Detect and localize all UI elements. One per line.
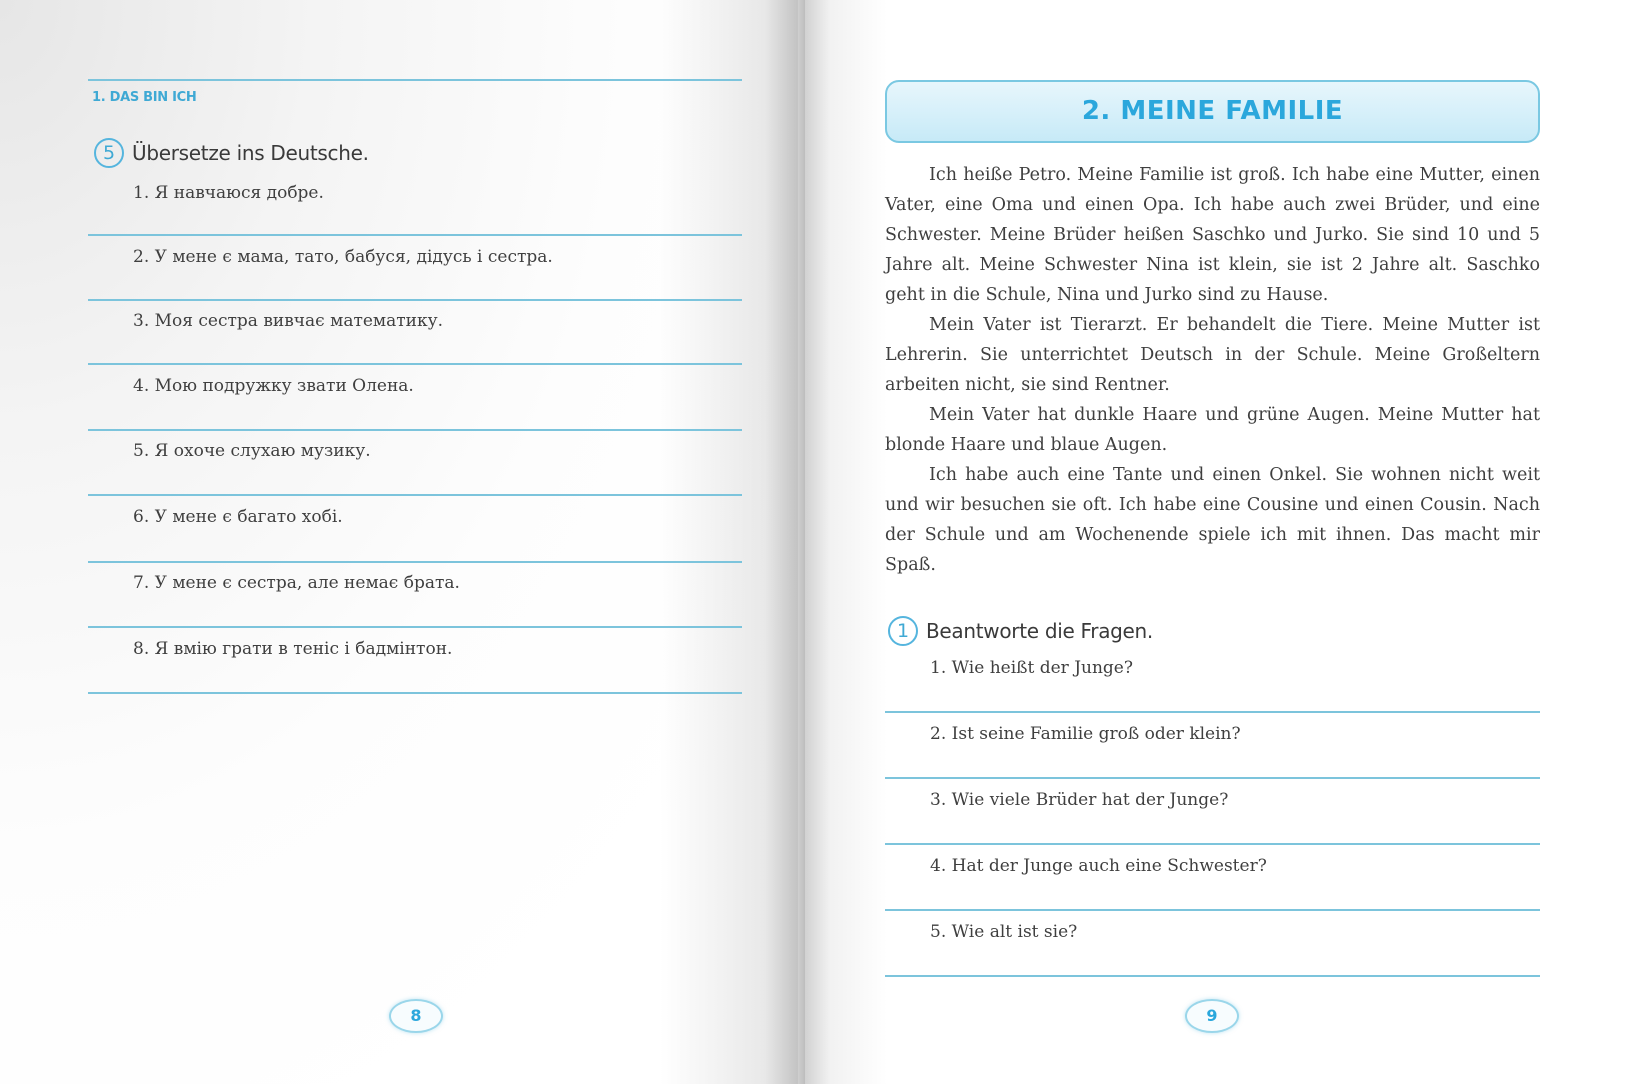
question-item: 1. Wie heißt der Junge? — [930, 658, 1133, 678]
question-item: 4. Hat der Junge auch eine Schwester? — [930, 856, 1267, 876]
exercise-item: 6. У мене є багато хобі. — [133, 507, 343, 527]
answer-line[interactable] — [88, 561, 742, 563]
answer-line[interactable] — [88, 429, 742, 431]
exercise-item: 5. Я охоче слухаю музику. — [133, 441, 371, 461]
exercise-item: 2. У мене є мама, тато, бабуся, дідусь і сестра. — [133, 247, 553, 267]
paragraph: Ich heiße Petro. Meine Familie ist groß. Ich habe eine Mutter, einen Vater, eine Oma und einen Opa. Ich habe auch zwei Brüder, und eine Schwester. Meine Brüder heißen Saschko und Jurko. Sie sind 10 und 5 Jahre alt. Meine Schwester Nina ist klein, sie ist 2 Jahre alt. Saschko geht in die Schule, Nina und Jurko sind zu Hause. — [885, 165, 1540, 305]
task-title: Übersetze ins Deutsche. — [132, 141, 369, 165]
paragraph: Mein Vater hat dunkle Haare und grüne Augen. Meine Mutter hat blonde Haare und blaue Augen. — [885, 405, 1540, 455]
task-title: Beantworte die Fragen. — [926, 619, 1153, 643]
answer-line[interactable] — [88, 494, 742, 496]
reading-text — [885, 160, 1540, 580]
question-item: 3. Wie viele Brüder hat der Junge? — [930, 790, 1229, 810]
answer-line[interactable] — [885, 975, 1540, 977]
section-title: 1. DAS BIN ICH — [92, 90, 197, 105]
answer-line[interactable] — [88, 626, 742, 628]
answer-line[interactable] — [88, 299, 742, 301]
paragraph: Mein Vater ist Tierarzt. Er behandelt die Tiere. Meine Mutter ist Lehrerin. Sie unterrichtet Deutsch in der Schule. Meine Großeltern arbeiten nicht, sie sind Rentner. — [885, 315, 1540, 395]
answer-line[interactable] — [88, 234, 742, 236]
answer-line[interactable] — [885, 843, 1540, 845]
header-rule — [88, 79, 742, 81]
answer-line[interactable] — [88, 363, 742, 365]
answer-line[interactable] — [885, 777, 1540, 779]
answer-line[interactable] — [88, 692, 742, 694]
exercise-item: 1. Я навчаюся добре. — [133, 183, 324, 203]
exercise-item: 8. Я вмію грати в теніс і бадмінтон. — [133, 639, 453, 659]
question-item: 2. Ist seine Familie groß oder klein? — [930, 724, 1241, 744]
chapter-title: 2. MEINE FAMILIE — [885, 80, 1540, 143]
left-page — [0, 0, 805, 1084]
exercise-item: 4. Мою подружку звати Олена. — [133, 376, 414, 396]
page-number: 9 — [1185, 999, 1239, 1033]
paragraph: Ich habe auch eine Tante und einen Onkel. Sie wohnen nicht weit und wir besuchen sie oft. Ich habe eine Cousine und einen Cousin. Nach der Schule und am Wochenende spiele ich mit ihnen. Das macht mir Spaß. — [885, 465, 1540, 575]
page-number: 8 — [389, 999, 443, 1033]
exercise-item: 7. У мене є сестра, але немає брата. — [133, 573, 460, 593]
circled-number-icon: 1 — [888, 616, 918, 646]
circled-number-icon: 5 — [94, 138, 124, 168]
task-heading — [888, 616, 1153, 646]
answer-line[interactable] — [885, 909, 1540, 911]
question-item: 5. Wie alt ist sie? — [930, 922, 1078, 942]
answer-line[interactable] — [885, 711, 1540, 713]
exercise-item: 3. Моя сестра вивчає математику. — [133, 311, 444, 331]
task-heading — [94, 138, 369, 168]
